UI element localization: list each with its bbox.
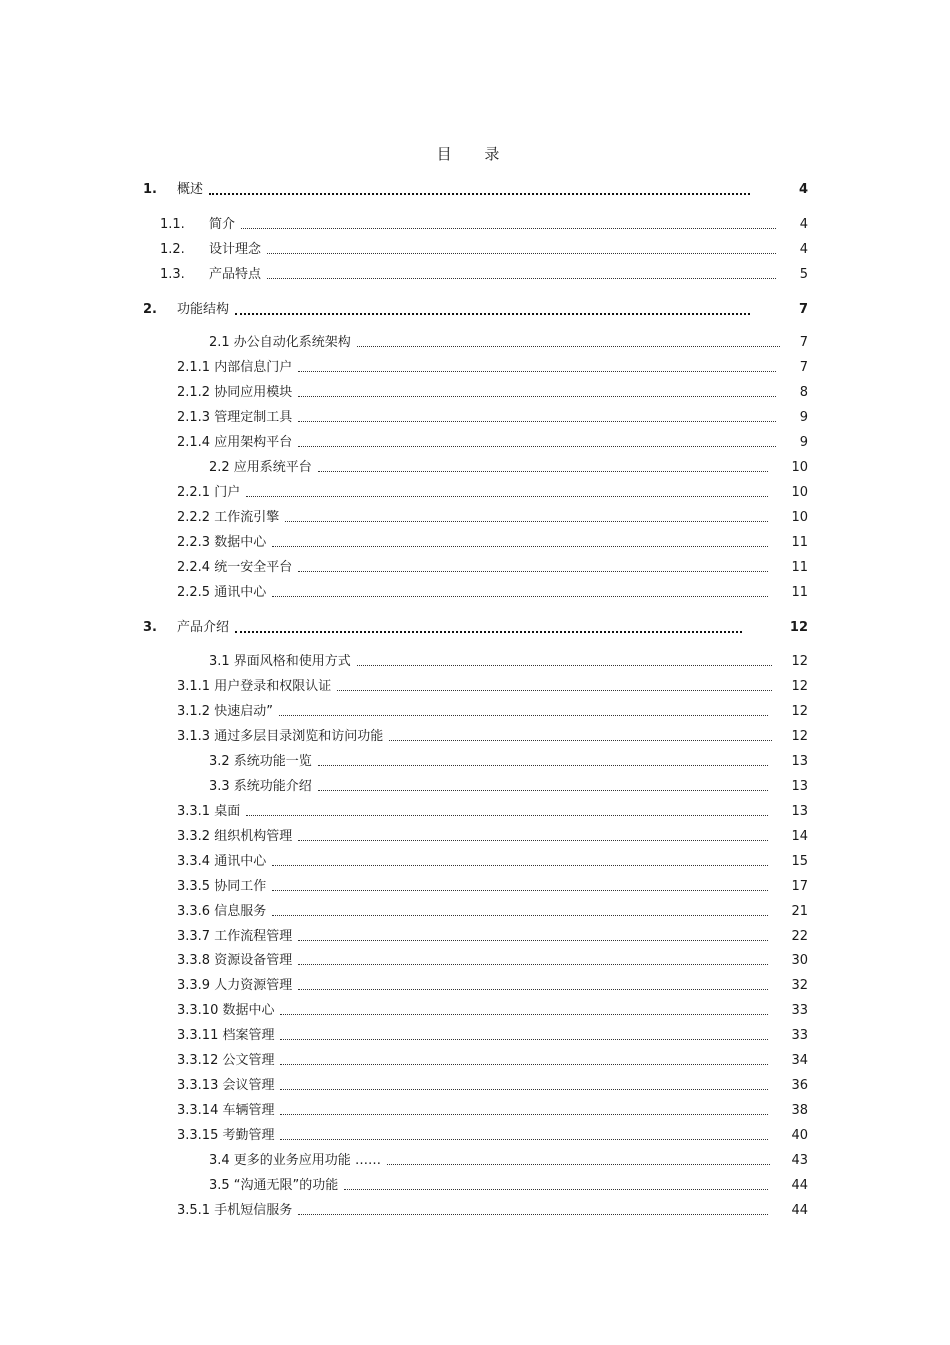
- toc-entry-label: 2.2.2 工作流引擎: [177, 510, 280, 525]
- toc-leader-dots: [279, 715, 768, 716]
- toc-entry[interactable]: [177, 877, 808, 897]
- toc-entry[interactable]: [177, 383, 808, 403]
- toc-entry[interactable]: [177, 358, 808, 378]
- toc-entry[interactable]: [177, 1026, 808, 1046]
- toc-entry-label: 3.3.7 工作流程管理: [177, 929, 293, 944]
- toc-entry-label: 2.2.5 通讯中心: [177, 585, 267, 600]
- toc-entry[interactable]: [177, 533, 808, 553]
- toc-leader-dots: [318, 790, 768, 791]
- toc-leader-dots: [235, 313, 750, 315]
- toc-entry-label: 3.3.1 桌面: [177, 804, 241, 819]
- toc-entry-label: 3.3.11 档案管理: [177, 1028, 275, 1043]
- toc-entry[interactable]: [177, 802, 808, 822]
- toc-entry-label: 3.3.10 数据中心: [177, 1003, 275, 1018]
- toc-entry-page: 22: [791, 929, 808, 944]
- toc-leader-dots: [298, 1214, 768, 1215]
- toc-entry-label: 3.1.3 通过多层目录浏览和访问功能: [177, 729, 384, 744]
- toc-entry[interactable]: [177, 1126, 808, 1146]
- toc-entry-label: 2.1 办公自动化系统架构: [209, 335, 351, 350]
- toc-entry[interactable]: [160, 777, 808, 797]
- toc-entry-page: 12: [791, 729, 808, 744]
- toc-entry[interactable]: [160, 265, 808, 285]
- toc-leader-dots: [246, 496, 768, 497]
- toc-entry-label: 3.3.14 车辆管理: [177, 1103, 275, 1118]
- toc-entry-label: 2.2.3 数据中心: [177, 535, 267, 550]
- toc-entry[interactable]: [160, 1151, 808, 1171]
- toc-leader-dots: [280, 1039, 768, 1040]
- toc-leader-dots: [272, 915, 768, 916]
- toc-entry[interactable]: [160, 240, 808, 260]
- toc-entry-label: 3.3.4 通讯中心: [177, 854, 267, 869]
- toc-entry-label: 3.3.9 人力资源管理: [177, 978, 293, 993]
- toc-leader-dots: [280, 1089, 768, 1090]
- toc-leader-dots: [280, 1114, 768, 1115]
- toc-entry-page: 15: [791, 854, 808, 869]
- toc-entry-page: 14: [791, 829, 808, 844]
- toc-entry[interactable]: [177, 558, 808, 578]
- toc-entry-number: 1.1.: [160, 217, 185, 232]
- toc-leader-dots: [272, 890, 768, 891]
- toc-leader-dots: [387, 1164, 770, 1165]
- toc-entry[interactable]: [177, 727, 808, 747]
- toc-entry-label: 2.2.1 门户: [177, 485, 241, 500]
- toc-entry-page: 7: [799, 335, 808, 350]
- toc-entry-page: 10: [791, 485, 808, 500]
- toc-entry-label: 3.3.15 考勤管理: [177, 1128, 275, 1143]
- toc-entry-number: 2.: [143, 302, 157, 317]
- toc-entry[interactable]: [177, 827, 808, 847]
- toc-entry-label: 3.3.5 协同工作: [177, 879, 267, 894]
- toc-leader-dots: [298, 571, 768, 572]
- toc-leader-dots: [318, 765, 768, 766]
- toc-entry-label: 3.1.1 用户登录和权限认证: [177, 679, 332, 694]
- toc-entry[interactable]: [177, 702, 808, 722]
- toc-leader-dots: [344, 1189, 768, 1190]
- toc-leader-dots: [272, 596, 768, 597]
- toc-entry-page: 12: [791, 704, 808, 719]
- toc-entry[interactable]: [177, 902, 808, 922]
- toc-leader-dots: [285, 521, 768, 522]
- toc-entry-page: 10: [791, 460, 808, 475]
- toc-entry-page: 9: [799, 410, 808, 425]
- toc-leader-dots: [357, 346, 780, 347]
- toc-leader-dots: [298, 964, 768, 965]
- toc-entry-label: 3.3.8 资源设备管理: [177, 953, 293, 968]
- toc-entry-page: 36: [791, 1078, 808, 1093]
- toc-entry[interactable]: [160, 458, 808, 478]
- toc-entry-page: 13: [791, 804, 808, 819]
- toc-entry-page: 38: [791, 1103, 808, 1118]
- toc-leader-dots: [298, 371, 776, 372]
- toc-entry[interactable]: [177, 976, 808, 996]
- toc-leader-dots: [280, 1064, 768, 1065]
- toc-entry-label: 设计理念: [209, 242, 262, 257]
- toc-entry-page: 44: [791, 1178, 808, 1193]
- toc-leader-dots: [280, 1139, 768, 1140]
- toc-leader-dots: [209, 193, 750, 195]
- toc-entry-label: 产品特点: [209, 267, 262, 282]
- toc-leader-dots: [318, 471, 768, 472]
- toc-entry[interactable]: [177, 483, 808, 503]
- toc-entry-label: 3.3.13 会议管理: [177, 1078, 275, 1093]
- toc-entry-page: 5: [799, 267, 808, 282]
- toc-leader-dots: [272, 865, 768, 866]
- toc-entry[interactable]: [160, 752, 808, 772]
- toc-entry[interactable]: [177, 677, 808, 697]
- toc-entry[interactable]: [160, 215, 808, 235]
- toc-entry-page: 9: [799, 435, 808, 450]
- toc-leader-dots: [389, 740, 772, 741]
- toc-entry-label: 3.5.1 手机短信服务: [177, 1203, 293, 1218]
- toc-entry-number: 1.: [143, 182, 157, 197]
- toc-leader-dots: [298, 421, 776, 422]
- toc-entry-page: 11: [791, 560, 808, 575]
- toc-entry-page: 11: [791, 535, 808, 550]
- toc-entry[interactable]: [177, 1101, 808, 1121]
- toc-leader-dots: [241, 228, 776, 229]
- toc-entry[interactable]: [177, 1001, 808, 1021]
- toc-entry[interactable]: [177, 508, 808, 528]
- toc-entry-label: 3.1 界面风格和使用方式: [209, 654, 351, 669]
- toc-leader-dots: [280, 1014, 768, 1015]
- toc-entry-page: 7: [799, 360, 808, 375]
- toc-entry-label: 2.1.2 协同应用模块: [177, 385, 293, 400]
- toc-entry[interactable]: [177, 927, 808, 947]
- toc-leader-dots: [298, 989, 768, 990]
- toc-entry-page: 4: [798, 182, 808, 197]
- toc-entry-page: 30: [791, 953, 808, 968]
- toc-entry[interactable]: [177, 852, 808, 872]
- toc-entry[interactable]: [177, 408, 808, 428]
- toc-leader-dots: [298, 940, 768, 941]
- toc-entry-page: 33: [791, 1003, 808, 1018]
- toc-entry-page: 32: [791, 978, 808, 993]
- toc-entry-label: 2.2.4 统一安全平台: [177, 560, 293, 575]
- toc-entry-page: 12: [791, 654, 808, 669]
- toc-entry-page: 33: [791, 1028, 808, 1043]
- toc-entry-label: 概述: [177, 182, 204, 197]
- toc-leader-dots: [298, 446, 776, 447]
- toc-leader-dots: [337, 690, 772, 691]
- toc-entry-page: 8: [799, 385, 808, 400]
- toc-entry-label: 产品介绍: [177, 620, 230, 635]
- toc-leader-dots: [267, 278, 776, 279]
- toc-entry-page: 10: [791, 510, 808, 525]
- toc-entry-label: 简介: [209, 217, 236, 232]
- toc-leader-dots: [272, 546, 768, 547]
- toc-title: 目 录: [436, 145, 514, 163]
- toc-entry[interactable]: [177, 951, 808, 971]
- toc-entry-label: 3.1.2 快速启动”: [177, 704, 273, 719]
- toc-leader-dots: [357, 665, 772, 666]
- toc-entry-label: 2.1.3 管理定制工具: [177, 410, 293, 425]
- toc-entry-label: 3.3.6 信息服务: [177, 904, 267, 919]
- toc-entry-page: 13: [791, 779, 808, 794]
- toc-entry[interactable]: [160, 333, 808, 353]
- toc-entry-label: 3.3 系统功能介绍: [209, 779, 312, 794]
- toc-entry[interactable]: [143, 618, 808, 638]
- toc-entry-page: 12: [791, 679, 808, 694]
- toc-entry-label: 2.1.1 内部信息门户: [177, 360, 293, 375]
- toc-entry-page: 34: [791, 1053, 808, 1068]
- toc-leader-dots: [298, 840, 768, 841]
- toc-leader-dots: [246, 815, 768, 816]
- toc-entry-label: 3.3.2 组织机构管理: [177, 829, 293, 844]
- toc-entry[interactable]: [177, 1076, 808, 1096]
- toc-entry-page: 4: [799, 242, 808, 257]
- toc-entry[interactable]: [177, 1201, 808, 1221]
- toc-entry-label: 3.5 “沟通无限”的功能: [209, 1178, 339, 1193]
- toc-entry-page: 11: [791, 585, 808, 600]
- toc-leader-dots: [235, 631, 742, 633]
- toc-entry[interactable]: [143, 180, 808, 200]
- toc-entry[interactable]: [177, 433, 808, 453]
- toc-entry[interactable]: [143, 300, 808, 320]
- toc-entry[interactable]: [177, 1051, 808, 1071]
- toc-entry-number: 1.3.: [160, 267, 185, 282]
- toc-leader-dots: [267, 253, 776, 254]
- toc-entry-label: 3.3.12 公文管理: [177, 1053, 275, 1068]
- toc-leader-dots: [298, 396, 776, 397]
- toc-entry-label: 功能结构: [177, 302, 230, 317]
- toc-entry[interactable]: [160, 1176, 808, 1196]
- toc-entry-page: 13: [791, 754, 808, 769]
- toc-entry-page: 43: [791, 1153, 808, 1168]
- toc-entry-page: 21: [791, 904, 808, 919]
- toc-entry-page: 12: [789, 620, 808, 635]
- toc-entry-page: 4: [799, 217, 808, 232]
- toc-entry-label: 2.2 应用系统平台: [209, 460, 312, 475]
- toc-entry-label: 3.4 更多的业务应用功能 ……: [209, 1153, 381, 1168]
- toc-entry-number: 3.: [143, 620, 157, 635]
- toc-entry-number: 1.2.: [160, 242, 185, 257]
- toc-entry-label: 3.2 系统功能一览: [209, 754, 312, 769]
- toc-entry-page: 40: [791, 1128, 808, 1143]
- toc-entry-page: 17: [791, 879, 808, 894]
- toc-entry[interactable]: [160, 652, 808, 672]
- toc-entry-page: 7: [798, 302, 808, 317]
- toc-entry-page: 44: [791, 1203, 808, 1218]
- toc-entry[interactable]: [177, 583, 808, 603]
- toc-entry-label: 2.1.4 应用架构平台: [177, 435, 293, 450]
